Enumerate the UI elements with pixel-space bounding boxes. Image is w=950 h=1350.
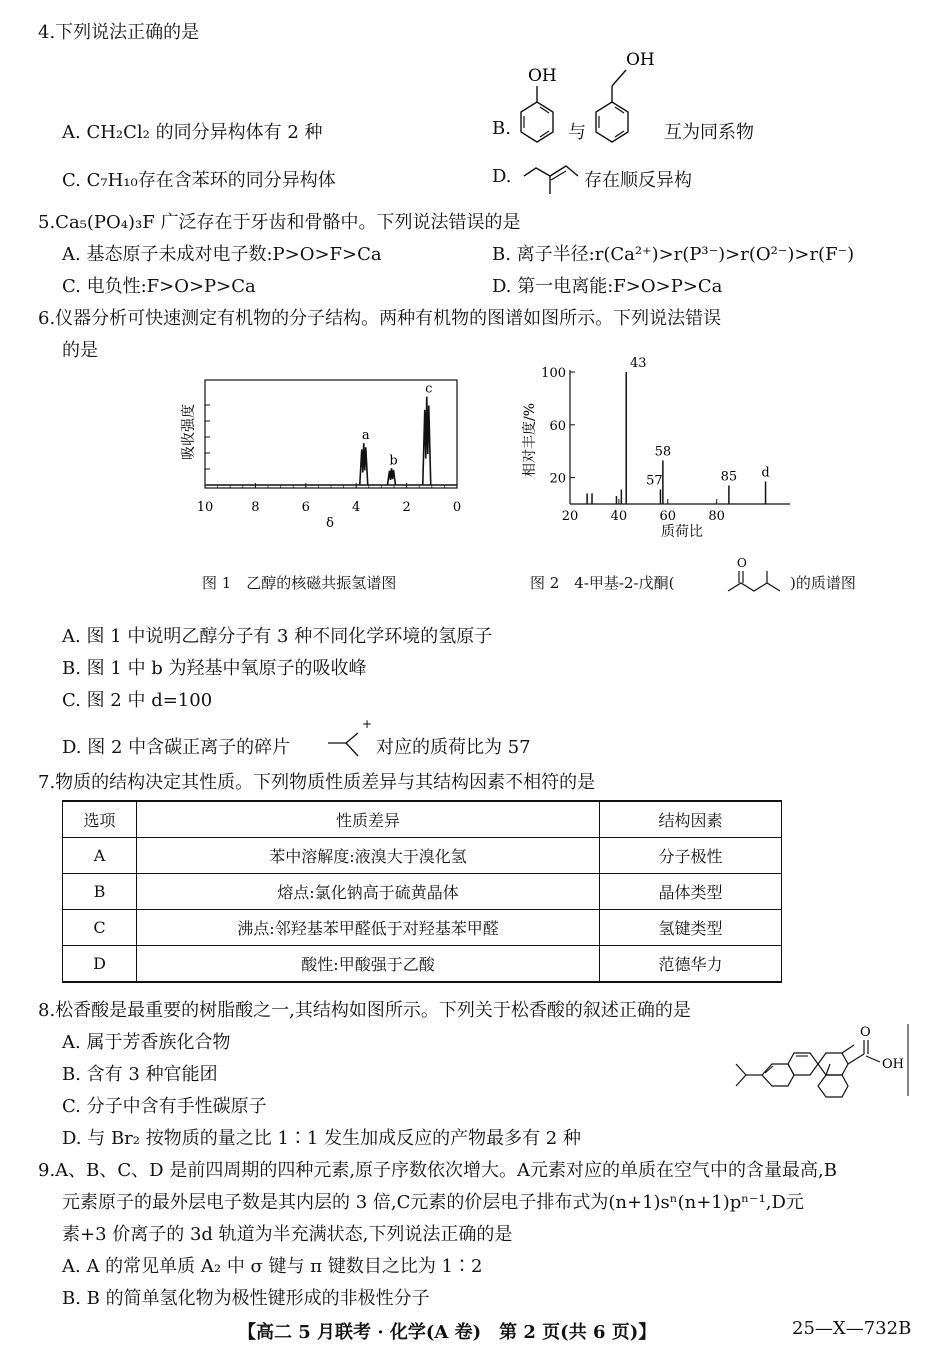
nmr-peak-label: a [361, 428, 370, 444]
nmr-x-tick-label: 4 [352, 500, 361, 515]
table-cell: 沸点:邻羟基苯甲醛低于对羟基苯甲醛 [137, 910, 600, 946]
q4-option-b-mid: 与 [568, 122, 586, 143]
table-cell: 熔点:氯化钠高于硫黄晶体 [137, 874, 600, 910]
table-cell: 分子极性 [600, 838, 782, 874]
q5-option-a: A. 基态原子未成对电子数:P>O>F>Ca [62, 244, 382, 265]
table-cell: A [63, 838, 137, 874]
nmr-x-tick-label: 2 [402, 500, 411, 515]
page-footer: 【高二 5 月联考 · 化学(A 卷) 第 2 页(共 6 页)】 [238, 1322, 657, 1343]
abietic-acid-structure [732, 1020, 912, 1100]
q6-stem-line1: 6.仪器分析可快速测定有机物的分子结构。两种有机物的图谱如图所示。下列说法错误 [38, 308, 722, 329]
plus-sign: + [362, 717, 373, 731]
carbocation-fragment [324, 716, 374, 762]
q5-stem: 5.Ca₅(PO₄)₃F 广泛存在于牙齿和骨骼中。下列说法错误的是 [38, 212, 521, 233]
q8-option-a: A. 属于芳香族化合物 [62, 1032, 231, 1053]
table-row [63, 946, 782, 983]
nmr-ylabel: 吸收强度 [181, 404, 197, 460]
q8-option-c: C. 分子中含有手性碳原子 [62, 1096, 267, 1117]
fig2-caption-a: 图 2 4-甲基-2-戊酮( [530, 574, 675, 592]
header-property: 性质差异 [137, 801, 600, 838]
q9-line3: 素+3 价离子的 3d 轨道为半充满状态,下列说法正确的是 [62, 1224, 513, 1245]
q4-option-d-prefix: D. [492, 166, 512, 187]
ms-ylabel: 相对丰度/% [522, 402, 538, 478]
q4-option-d-suffix: 存在顺反异构 [584, 170, 692, 191]
q9-line2: 元素原子的最外层电子数是其内层的 3 倍,C元素的价层电子排布式为(n+1)sⁿ(n+1)pⁿ⁻¹,D元 [62, 1192, 804, 1213]
q6-stem-line2: 的是 [62, 340, 98, 361]
q9-line1: 9.A、B、C、D 是前四周期的四种元素,原子序数依次增大。A元素对应的单质在空气中的含量最高,B [38, 1160, 837, 1181]
nmr-peak-c [423, 397, 431, 485]
ms-x-tick-label: 60 [659, 509, 677, 524]
table-cell: 酸性:甲酸强于乙酸 [137, 946, 600, 983]
abietic-oh-label: OH [882, 1057, 904, 1072]
alkene-structure [522, 156, 582, 198]
nmr-spectrum-chart [175, 370, 475, 535]
ms-y-tick-label: 100 [541, 366, 566, 381]
header-structure: 结构因素 [600, 801, 782, 838]
nmr-peak-b [387, 468, 395, 485]
nmr-x-tick-label: 0 [452, 500, 462, 515]
nmr-peak-a [360, 443, 368, 485]
table-cell: C [63, 910, 137, 946]
fig2-caption-b: )的质谱图 [790, 574, 856, 592]
q6-option-d-a: D. 图 2 中含碳正离子的碎片 [62, 737, 291, 758]
q9-option-b: B. B 的简单氢化物为极性键形成的非极性分子 [62, 1288, 430, 1309]
table-row [63, 838, 782, 874]
table-cell: 氢键类型 [600, 910, 782, 946]
q4-option-b-prefix: B. [492, 118, 511, 139]
table-row [63, 874, 782, 910]
mass-spectrum-chart [520, 356, 800, 542]
page-code: 25—X—732B [792, 1318, 912, 1339]
nmr-x-tick-label: 6 [301, 500, 310, 515]
q6-option-c: C. 图 2 中 d=100 [62, 690, 213, 711]
q6-option-b: B. 图 1 中 b 为羟基中氧原子的吸收峰 [62, 658, 367, 679]
table-cell: D [63, 946, 137, 983]
property-table [62, 800, 782, 983]
table-cell: 晶体类型 [600, 874, 782, 910]
q4-option-a: A. CH₂Cl₂ 的同分异构体有 2 种 [62, 122, 323, 143]
ketone-structure [722, 555, 788, 597]
ms-y-tick-label: 20 [549, 471, 566, 487]
q9-option-a: A. A 的常见单质 A₂ 中 σ 键与 π 键数目之比为 1∶2 [62, 1256, 483, 1277]
ms-x-tick-label: 40 [610, 509, 628, 524]
q5-option-c: C. 电负性:F>O>P>Ca [62, 276, 256, 297]
q6-option-d-b: 对应的质荷比为 57 [376, 737, 531, 758]
q6-option-a: A. 图 1 中说明乙醇分子有 3 种不同化学环境的氢原子 [62, 626, 493, 647]
q8-option-b: B. 含有 3 种官能团 [62, 1064, 218, 1085]
ms-peak-label: 85 [720, 469, 738, 485]
nmr-x-tick-label: 10 [196, 500, 214, 515]
table-row [63, 910, 782, 946]
header-option: 选项 [63, 801, 137, 838]
ms-x-tick-label: 20 [561, 509, 579, 524]
ms-peak-label: 58 [654, 444, 672, 460]
q7-stem: 7.物质的结构决定其性质。下列物质性质差异与其结构因素不相符的是 [38, 772, 596, 793]
ms-x-tick-label: 80 [708, 509, 725, 524]
q4-stem: 4.下列说法正确的是 [38, 22, 200, 43]
ms-peak-label: d [761, 465, 770, 481]
fig1-caption: 图 1 乙醇的核磁共振氢谱图 [202, 574, 397, 592]
abietic-o-label: O [860, 1025, 871, 1040]
ms-xlabel: 质荷比 [661, 524, 703, 540]
ms-peak-label: 43 [629, 356, 647, 371]
nmr-xlabel: δ [326, 516, 334, 531]
table-header-row [63, 801, 782, 838]
ketone-o-label: O [737, 556, 747, 570]
ms-y-tick-label: 60 [549, 418, 566, 434]
nmr-peak-label: b [389, 453, 398, 469]
q5-option-b: B. 离子半径:r(Ca²⁺)>r(P³⁻)>r(O²⁻)>r(F⁻) [492, 244, 855, 265]
ms-peak-label: 57 [646, 473, 663, 489]
table-cell: B [63, 874, 137, 910]
q8-stem: 8.松香酸是最重要的树脂酸之一,其结构如图所示。下列关于松香酸的叙述正确的是 [38, 1000, 691, 1021]
nmr-peak-label: c [425, 381, 433, 397]
q4-option-b-suffix: 互为同系物 [664, 122, 754, 143]
table-cell: 苯中溶解度:液溴大于溴化氢 [137, 838, 600, 874]
nmr-x-tick-label: 8 [251, 500, 260, 515]
benzyl-oh-label: OH [626, 50, 655, 70]
q4-option-c: C. C₇H₁₀存在含苯环的同分异构体 [62, 170, 336, 191]
q5-option-d: D. 第一电离能:F>O>P>Ca [492, 276, 723, 297]
table-cell: 范德华力 [600, 946, 782, 983]
phenol-oh-label: OH [528, 66, 557, 86]
q8-option-d: D. 与 Br₂ 按物质的量之比 1∶1 发生加成反应的产物最多有 2 种 [62, 1128, 581, 1149]
